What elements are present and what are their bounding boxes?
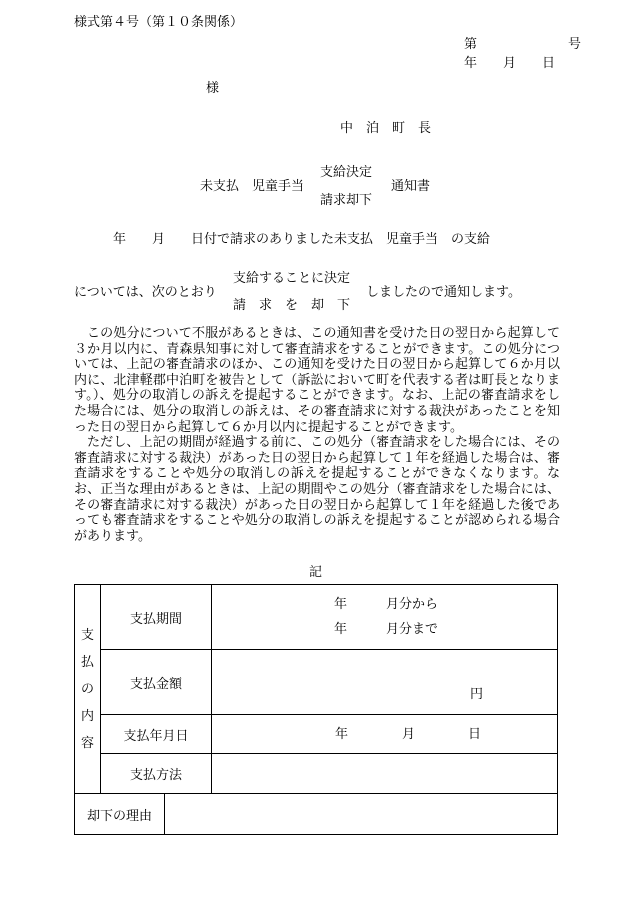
rejection-reason-field[interactable] bbox=[212, 794, 558, 835]
intro-option-top: 支給することに決定 bbox=[233, 271, 351, 286]
payment-details-table bbox=[74, 584, 558, 835]
sender-name: 中 泊 町 長 bbox=[340, 121, 432, 136]
payment-amount-label: 支払金額 bbox=[101, 650, 212, 715]
title-prefix: 未支払 児童手当 bbox=[200, 179, 305, 194]
rejection-reason-label: 却下の理由 bbox=[75, 794, 165, 834]
appeal-notice-paragraph-2: ただし、上記の期間が経過する前に、この処分（審査請求をした場合には、その審査請求に対する裁決）があった日の翌日から起算して１年を経過した場合は、審査請求をすることや処分の取消しの訴えを提起することができなくなります。なお、正当な理由があるときは、上記の期間やこの処分（審査請求をした場合には、その審査請求に対する裁決）があった日の翌日から起算して１年を経過した後であっても審査請求をすることや処分の取消しの訴えを提起することが認められる場合があります。 bbox=[74, 435, 560, 544]
payment-period-field[interactable] bbox=[212, 585, 558, 650]
rejection-reason-row bbox=[75, 794, 212, 835]
payment-method-label: 支払方法 bbox=[101, 754, 212, 794]
addressee-suffix: 様 bbox=[206, 81, 220, 96]
payment-date-label: 支払年月日 bbox=[101, 715, 212, 754]
appeal-notice-paragraph-1: この処分について不服があるときは、この通知書を受けた日の翌日から起算して３か月以内に、青森県知事に対して審査請求をすることができます。この処分については、上記の審査請求のほか、この通知を受けた日の翌日から起算して６か月以内に、北津軽郡中泊町を被告として（訴訟において町を代表する者は町長となります。）、処分の取消しの訴えを提起することができます。なお、上記の審査請求をした場合には、処分の取消しの訴えは、その審査請求に対する裁決があったことを知った日の翌日から起算して６か月以内に提起することができます。 bbox=[74, 326, 560, 435]
form-number: 様式第４号（第１０条関係） bbox=[74, 15, 244, 30]
payment-period-from: 年 月分から bbox=[334, 597, 439, 612]
record-heading: 記 bbox=[309, 565, 323, 580]
title-option-bottom: 請求却下 bbox=[320, 193, 373, 208]
date-label: 年 月 日 bbox=[464, 56, 556, 71]
intro-option-bottom: 請 求 を 却 下 bbox=[233, 298, 351, 313]
payment-amount-field[interactable] bbox=[212, 650, 558, 715]
intro-tail: しましたので通知します。 bbox=[366, 285, 521, 300]
payment-period-label: 支払期間 bbox=[101, 585, 212, 650]
intro-lead: については、次のとおり bbox=[74, 285, 217, 300]
payment-period-to: 年 月分まで bbox=[334, 622, 439, 637]
document-number-label: 第 号 bbox=[464, 37, 582, 52]
payment-date-field[interactable]: 年 月 日 bbox=[212, 715, 558, 754]
title-option-top: 支給決定 bbox=[320, 165, 373, 180]
payment-method-field[interactable] bbox=[212, 754, 558, 794]
intro-line: 年 月 日付で請求のありました未支払 児童手当 の支給 bbox=[113, 232, 491, 247]
payment-content-label: 支 払 の 内 容 bbox=[75, 585, 101, 794]
amount-unit: 円 bbox=[470, 687, 484, 702]
title-suffix: 通知書 bbox=[391, 179, 431, 194]
appeal-notice bbox=[74, 326, 560, 544]
